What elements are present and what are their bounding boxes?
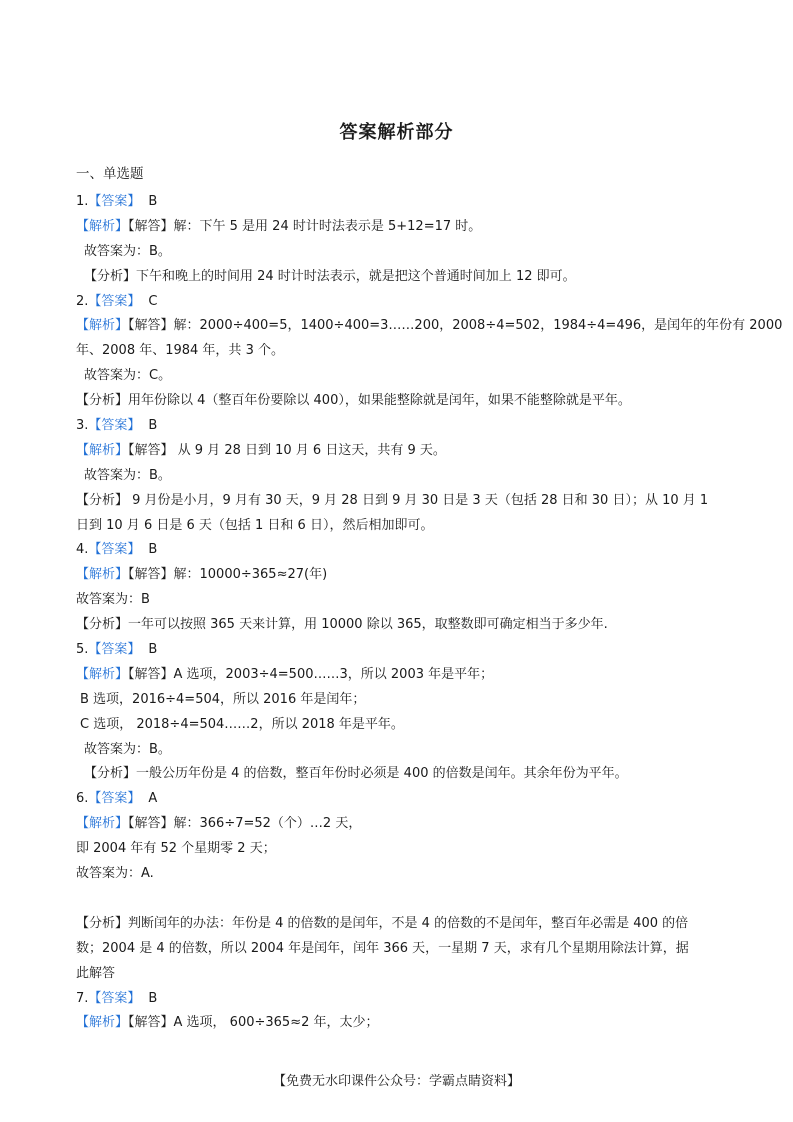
answer-tag: 【答案】 bbox=[88, 791, 141, 807]
blank-line bbox=[76, 887, 726, 912]
analysis-line bbox=[76, 439, 726, 464]
body-text-line: B 选项，2016÷4=504，所以 2016 年是闰年； bbox=[80, 691, 366, 707]
body-text-line: 【分析】判断闰年的办法：年份是 4 的倍数的是闰年，不是 4 的倍数的不是闰年，整百年必需是 400 的倍 bbox=[76, 915, 689, 931]
answer-line bbox=[76, 538, 726, 563]
answer-list bbox=[76, 190, 783, 1036]
body-text-line: 数；2004 是 4 的倍数，所以 2004 年是闰年，闰年 366 天，一星期 7 天，求有几个星期用除法计算，据 bbox=[76, 940, 689, 956]
answer-value: C bbox=[148, 293, 158, 309]
analysis-tag: 【解析】 bbox=[76, 218, 129, 234]
question-number: 7. bbox=[76, 990, 89, 1006]
footer-note: 【免费无水印课件公众号：学霸点睛资料】 bbox=[272, 1074, 520, 1089]
answer-tag: 【答案】 bbox=[88, 418, 141, 434]
answer-line bbox=[76, 290, 726, 315]
analysis-line bbox=[76, 563, 726, 588]
analysis-text: 【解答】 从 9 月 28 日到 10 月 6 日这天，共有 9 天。 bbox=[128, 442, 446, 458]
answer-value: B bbox=[148, 542, 158, 558]
body-text-line: 故答案为：C。 bbox=[84, 368, 172, 384]
analysis-text: 【解答】解：2000÷400=5，1400÷400=3……200，2008÷4=502，1984÷4=496，是闰年的年份有 2000 bbox=[128, 318, 783, 334]
question-number: 2. bbox=[76, 293, 89, 309]
body-text-line: 故答案为：B。 bbox=[84, 467, 171, 483]
answer-tag: 【答案】 bbox=[88, 542, 141, 558]
body-text-line: 年、2008 年、1984 年，共 3 个。 bbox=[76, 343, 284, 359]
answer-value: B bbox=[148, 642, 158, 658]
answer-line bbox=[76, 787, 726, 812]
answer-tag: 【答案】 bbox=[88, 293, 141, 309]
analysis-text: 【解答】A 选项， 600÷365≈2 年，太少； bbox=[128, 1015, 379, 1031]
body-text-line: 【分析】 9 月份是小月，9 月有 30 天，9 月 28 日到 9 月 30 日是 3 天（包括 28 日和 30 日）；从 10 月 1 bbox=[76, 492, 709, 508]
answer-value: B bbox=[148, 990, 158, 1006]
body-text-line: 【分析】用年份除以 4（整百年份要除以 400），如果能整除就是闰年，如果不能整除就是平年。 bbox=[76, 393, 631, 409]
analysis-line bbox=[76, 314, 783, 339]
body-text-line: 故答案为：A. bbox=[76, 866, 154, 882]
answer-tag: 【答案】 bbox=[88, 194, 141, 209]
analysis-line bbox=[76, 663, 726, 688]
page-title: 答案解析部分 bbox=[339, 122, 454, 143]
body-text-line: 【分析】下午和晚上的时间用 24 时计时法表示，就是把这个普通时间加上 12 即可。 bbox=[84, 268, 576, 284]
analysis-text: 【解答】解：下午 5 是用 24 时计时法表示是 5+12=17 时。 bbox=[128, 218, 482, 234]
answer-value: A bbox=[148, 791, 158, 807]
analysis-tag: 【解析】 bbox=[76, 1015, 129, 1031]
answer-tag: 【答案】 bbox=[88, 990, 141, 1006]
answer-line bbox=[76, 638, 726, 663]
body-text-line: 故答案为：B。 bbox=[84, 243, 171, 259]
answer-line bbox=[76, 414, 726, 439]
analysis-tag: 【解析】 bbox=[76, 666, 129, 682]
question-number: 5. bbox=[76, 642, 89, 658]
analysis-line bbox=[76, 1011, 726, 1036]
analysis-text: 【解答】解：366÷7=52（个）…2 天， bbox=[128, 816, 362, 832]
body-text-line: 此解答 bbox=[76, 965, 116, 981]
analysis-text: 【解答】A 选项，2003÷4=500……3，所以 2003 年是平年； bbox=[128, 666, 494, 682]
answer-line bbox=[76, 190, 726, 215]
section-heading: 一、单选题 bbox=[76, 166, 144, 182]
question-number: 4. bbox=[76, 542, 89, 558]
answer-value: B bbox=[148, 418, 158, 434]
body-text-line: 故答案为：B bbox=[76, 592, 150, 608]
question-number: 1. bbox=[76, 194, 89, 209]
question-number: 3. bbox=[76, 418, 89, 434]
body-text-line: 日到 10 月 6 日是 6 天（包括 1 日和 6 日），然后相加即可。 bbox=[76, 517, 434, 533]
body-text-line: C 选项， 2018÷4=504……2，所以 2018 年是平年。 bbox=[80, 716, 404, 732]
answer-tag: 【答案】 bbox=[88, 642, 141, 658]
analysis-tag: 【解析】 bbox=[76, 442, 129, 458]
analysis-tag: 【解析】 bbox=[76, 318, 129, 334]
body-text-line: 【分析】一般公历年份是 4 的倍数，整百年份时必须是 400 的倍数是闰年。其余年份为平年。 bbox=[84, 766, 628, 782]
answer-value: B bbox=[148, 194, 158, 209]
analysis-tag: 【解析】 bbox=[76, 816, 129, 832]
analysis-line bbox=[76, 215, 726, 240]
analysis-line bbox=[76, 812, 726, 837]
analysis-text: 【解答】解：10000÷365≈27(年) bbox=[128, 567, 328, 583]
answer-line bbox=[76, 987, 726, 1012]
question-number: 6. bbox=[76, 791, 89, 807]
analysis-tag: 【解析】 bbox=[76, 567, 129, 583]
body-text-line: 【分析】一年可以按照 365 天来计算，用 10000 除以 365，取整数即可确定相当于多少年. bbox=[76, 617, 608, 633]
body-text-line: 故答案为：B。 bbox=[84, 741, 171, 757]
body-text-line: 即 2004 年有 52 个星期零 2 天； bbox=[76, 841, 276, 857]
